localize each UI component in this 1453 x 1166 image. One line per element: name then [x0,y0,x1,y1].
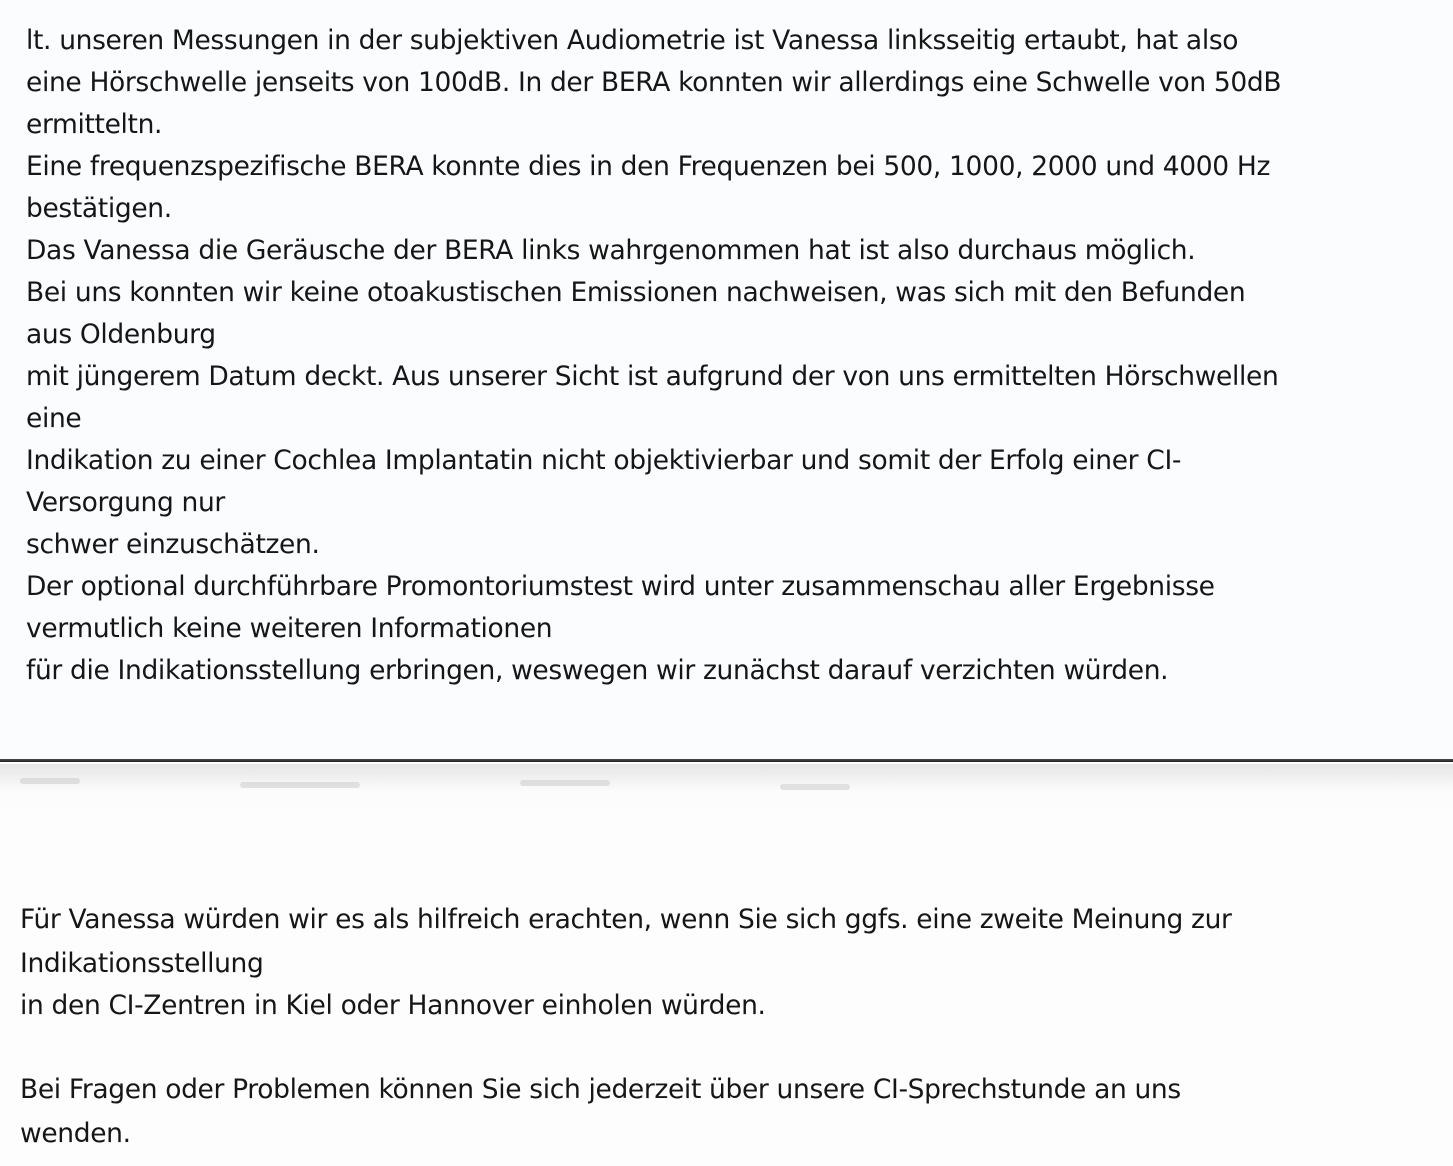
text-line: Indikation zu einer Cochlea Implantatin nicht objektivierbar und somit der Erfolg einer CI- [26,445,1182,476]
text-line: Versorgung nur [26,487,225,518]
letter-body-top [26,20,1436,720]
text-line: eine Hörschwelle jenseits von 100dB. In der BERA konnten wir allerdings eine Schwelle von 50dB [26,67,1282,98]
text-line: aus Oldenburg [26,319,216,350]
text-line: lt. unseren Messungen in der subjektiven Audiometrie ist Vanessa linksseitig ertaubt, hat also [26,25,1239,56]
text-line: in den CI-Zentren in Kiel oder Hannover einholen würden. [20,990,766,1021]
text-line: eine [26,403,82,434]
text-line: Für Vanessa würden wir es als hilfreich erachten, wenn Sie sich ggfs. eine zweite Meinung zur [20,904,1232,935]
text-line: Bei Fragen oder Problemen können Sie sich jederzeit über unsere CI-Sprechstunde an uns [20,1074,1181,1105]
text-line: Das Vanessa die Geräusche der BERA links wahrgenommen hat ist also durchaus möglich. [26,235,1196,266]
paper-fold-line [0,759,1453,762]
text-line: mit jüngerem Datum deckt. Aus unserer Sicht ist aufgrund der von uns ermittelten Hörschwellen [26,361,1279,392]
text-line: Bei uns konnten wir keine otoakustischen Emissionen nachweisen, was sich mit den Befunden [26,277,1246,308]
text-line: Eine frequenzspezifische BERA konnte dies in den Frequenzen bei 500, 1000, 2000 und 4000 Hz [26,151,1271,182]
scan-artifacts [0,770,1453,810]
text-line: Indikationsstellung [20,948,264,979]
letter-body-bottom [20,899,1430,1159]
text-line: bestätigen. [26,193,172,224]
text-line: für die Indikationsstellung erbringen, weswegen wir zunächst darauf verzichten würden. [26,655,1169,686]
text-line: schwer einzuschätzen. [26,529,320,560]
text-line: vermutlich keine weiteren Informationen [26,613,553,644]
text-line: ermitteltn. [26,109,163,140]
text-line: wenden. [20,1118,131,1149]
text-line: Der optional durchführbare Promontoriumstest wird unter zusammenschau aller Ergebnisse [26,571,1215,602]
